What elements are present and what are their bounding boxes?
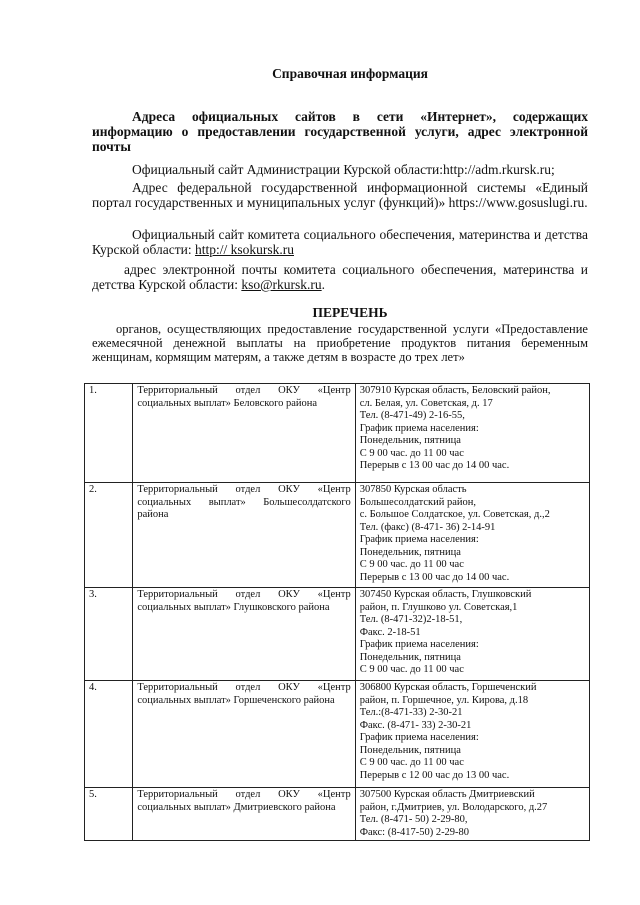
committee-email-link[interactable]: kso@rkursk.ru: [241, 277, 322, 292]
list-subtitle: органов, осуществляющих предоставление государственной услуги «Предоставление ежемесячной денежной выплаты на приобретение продуктов питания беременным женщинам, кормящим матерям, а также детям в возрасте до трех лет»: [92, 322, 588, 364]
contact-line: с. Большое Солдатское, ул. Советская, д.,2: [359, 509, 550, 520]
paragraph-gosuslugi: Адрес федеральной государственной информационной системы «Единый портал государственных и муниципальных услуг (функций)» https://www.gosuslugi.ru.: [92, 180, 588, 210]
office-name: Территориальный отдел ОКУ «Центр социальных выплат» Дмитриевского района: [133, 788, 355, 841]
contact-line: График приема населения:: [359, 422, 479, 434]
table-row: [85, 384, 590, 483]
office-name: Территориальный отдел ОКУ «Центр социальных выплат» Глушковского района: [133, 588, 355, 681]
contact-line: район, п. Глушково ул. Советская,1: [359, 601, 518, 613]
row-number: 1.: [85, 384, 133, 483]
contact-line: Перерыв с 13 00 час до 14 00 час.: [359, 460, 510, 471]
contact-line: 306800 Курская область, Горшеченский: [359, 682, 537, 693]
committee-email-text: адрес электронной почты комитета социального обеспечения, материнства и детства Курской области:: [92, 262, 588, 292]
table-row: [85, 588, 590, 681]
list-title: ПЕРЕЧЕНЬ: [312, 305, 388, 320]
office-contact-info: [355, 384, 589, 483]
row-number: 5.: [85, 788, 133, 841]
office-name: Территориальный отдел ОКУ «Центр социальных выплат» Горшеченского района: [133, 681, 355, 788]
contact-line: Тел. (8-471-49) 2-16-55,: [359, 410, 465, 421]
contact-line: район, п. Горшечное, ул. Кирова, д.18: [359, 694, 529, 706]
row-number: 3.: [85, 588, 133, 681]
offices-table: [84, 383, 590, 841]
contact-line: Понедельник, пятница: [359, 435, 461, 446]
contact-line: Тел. (8-471- 50) 2-29-80,: [359, 814, 468, 825]
table-row: [85, 788, 590, 841]
contact-line: С 9 00 час. до 11 00 час: [359, 559, 464, 570]
contact-line: Тел. (8-471-32)2-18-51,: [359, 614, 463, 625]
contact-line: Тел. (факс) (8-471- 36) 2-14-91: [359, 521, 496, 533]
contact-line: Перерыв с 12 00 час до 13 00 час.: [359, 769, 510, 781]
paragraph-admin-site: Официальный сайт Администрации Курской области:http://adm.rkursk.ru;: [132, 162, 555, 177]
contact-line: Понедельник, пятница: [359, 651, 461, 663]
table-row: [85, 681, 590, 788]
contact-line: 307910 Курская область, Беловский район,: [359, 385, 551, 396]
contact-line: График приема населения:: [359, 534, 479, 545]
committee-email-end: .: [321, 277, 326, 292]
paragraph-committee-site: [92, 227, 588, 257]
office-contact-info: [355, 681, 589, 788]
addresses-heading: Адреса официальных сайтов в сети «Интернет», содержащих информацию о предоставлении государственной услуги, адрес электронной почты: [92, 109, 588, 154]
contact-line: График приема населения:: [359, 732, 479, 743]
row-number: 4.: [85, 681, 133, 788]
page-title: Справочная информация: [272, 66, 428, 81]
contact-line: 307450 Курская область, Глушковский: [359, 589, 532, 600]
office-contact-info: [355, 588, 589, 681]
row-number: 2.: [85, 483, 133, 588]
contact-line: 307500 Курская область Дмитриевский: [359, 789, 535, 800]
office-contact-info: [355, 483, 589, 588]
contact-line: С 9 00 час. до 11 00 час: [359, 757, 464, 768]
contact-line: С 9 00 час. до 11 00 час: [359, 447, 464, 459]
contact-line: сл. Белая, ул. Советская, д. 17: [359, 397, 493, 409]
office-name: Территориальный отдел ОКУ «Центр социальных выплат» Большесолдатского района: [133, 483, 355, 588]
contact-line: 307850 Курская область: [359, 484, 467, 495]
paragraph-committee-email: [92, 262, 588, 292]
office-contact-info: [355, 788, 589, 841]
contact-line: Понедельник, пятница: [359, 546, 461, 558]
contact-line: Факс. (8-471- 33) 2-30-21: [359, 719, 472, 731]
contact-line: С 9 00 час. до 11 00 час: [359, 664, 464, 675]
contact-line: Понедельник, пятница: [359, 744, 461, 756]
contact-line: район, г.Дмитриев, ул. Володарского, д.27: [359, 801, 548, 813]
table-row: [85, 483, 590, 588]
committee-site-text: Официальный сайт комитета социального обеспечения, материнства и детства Курской области:: [92, 227, 588, 257]
contact-line: График приема населения:: [359, 639, 479, 650]
contact-line: Тел.:(8-471-33) 2-30-21: [359, 707, 463, 718]
contact-line: Факс. 2-18-51: [359, 626, 421, 638]
contact-line: Большесолдатский район,: [359, 496, 476, 508]
office-name: Территориальный отдел ОКУ «Центр социальных выплат» Беловского района: [133, 384, 355, 483]
contact-line: Факс: (8-417-50) 2-29-80: [359, 826, 470, 838]
committee-site-link[interactable]: http:// ksokursk.ru: [194, 242, 294, 257]
contact-line: Перерыв с 13 00 час до 14 00 час.: [359, 571, 510, 583]
